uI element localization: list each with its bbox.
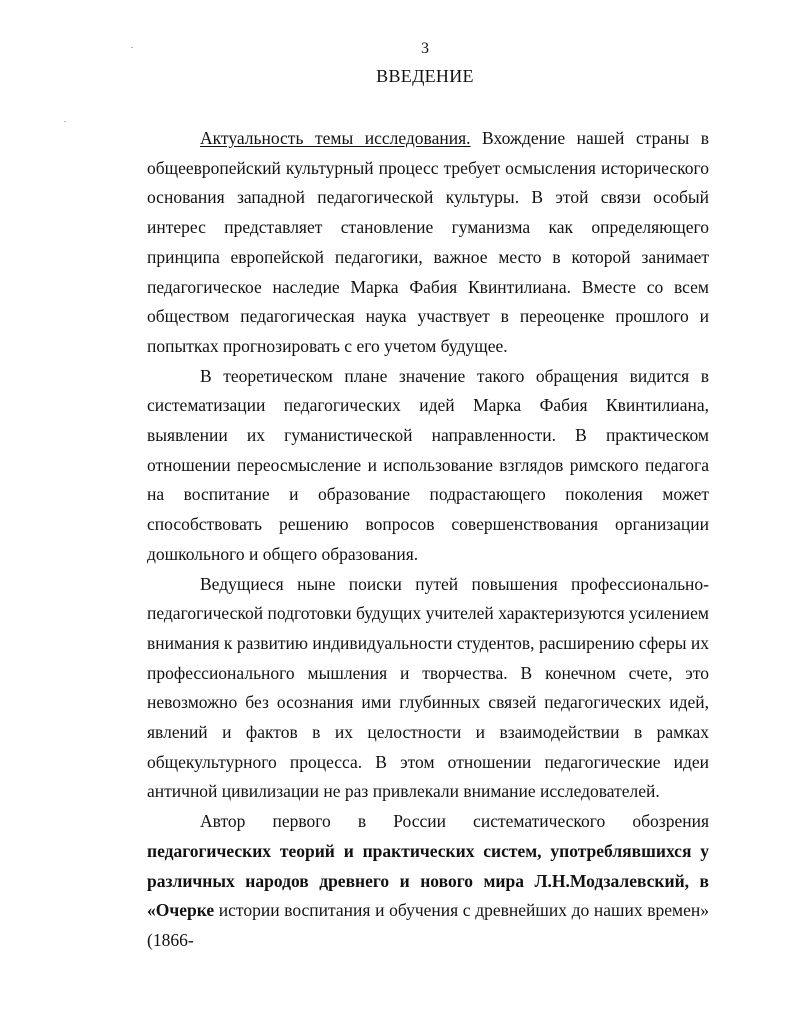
paragraph-theory: В теоретическом плане значение такого обращения видится в систематизации педагогических идей Марка Фабия Квинтилиана, выявлении их гуманистической направленности. В практическом отношении переосмысление и использование взглядов римского педагога на воспитание и образование подрастающего поколения может способствовать решению вопросов совершенствования организации дошкольного и общего образования. xyxy=(147,365,709,564)
modzalevsky-text-end: истории воспитания и обучения с древнейших до наших времен» (1866- xyxy=(147,900,709,950)
relevance-lead: Актуальность темы исследования. xyxy=(200,128,471,148)
paragraph-training: Ведущиеся ныне поиски путей повышения профессионально-педагогической подготовки будущих учителей характеризуются усилением внимания к развитию индивидуальности студентов, расширению сферы их профессионального мышления и творчества. В конечном счете, это невозможно без осознания ими глубинных связей педагогических идей, явлений и фактов в их целостности и взаимодействии в рамках общекультурного процесса. В этом отношении педагогические идеи античной цивилизации не раз привлекали внимание исследователей. xyxy=(147,573,709,802)
page-number: 3 xyxy=(421,40,429,57)
body-text xyxy=(147,124,709,956)
section-heading: ВВЕДЕНИЕ xyxy=(376,66,474,86)
relevance-text: Вхождение нашей страны в общеевропейский культурный процесс требует осмысления исторического основания западной педагогической культуры. В этой связи особый интерес представляет становление гуманизма как определяющего принципа европейской педагогики, важное место в которой занимает педагогическое наследие Марка Фабия Квинтилиана. Вместе со всем обществом педагогическая наука участвует в переоценке прошлого и попытках прогнозировать с его учетом будущее. xyxy=(147,128,710,356)
paragraph-relevance xyxy=(147,124,709,362)
modzalevsky-text-bold: педагогических теорий и практических систем, употреблявшихся у различных народов древнего и нового мира Л.Н.Модзалевский, в «Очерке xyxy=(147,840,709,921)
modzalevsky-text-start: Автор первого в России систематического обозрения xyxy=(200,811,709,832)
paragraph-modzalevsky xyxy=(147,807,709,956)
scan-speck xyxy=(64,121,66,122)
